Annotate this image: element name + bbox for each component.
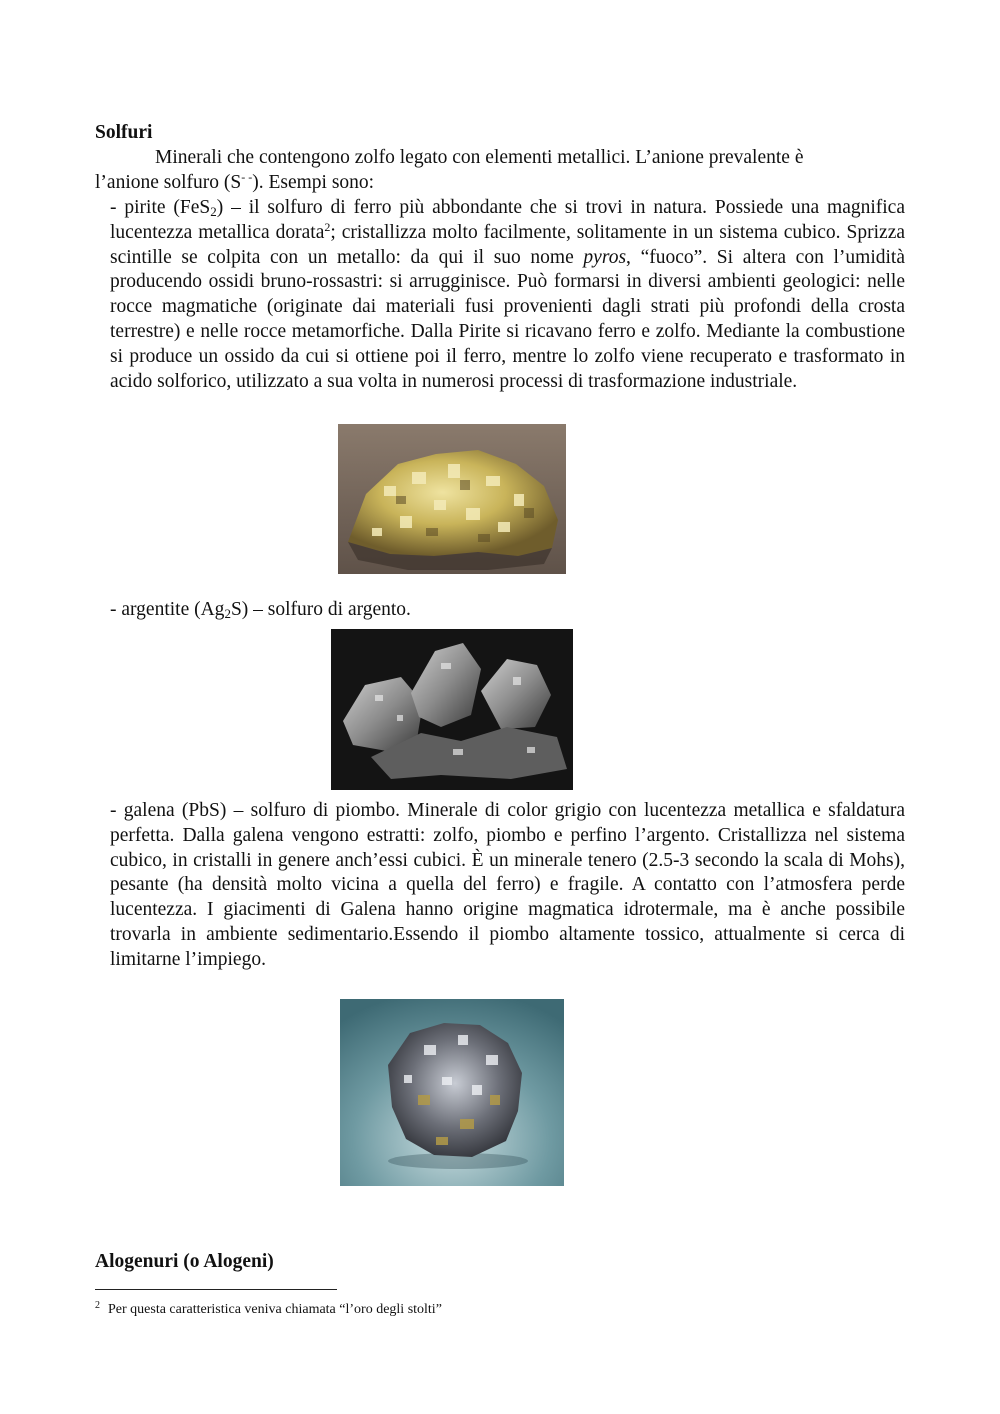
pyrite-subscript: 2	[210, 204, 217, 219]
footnote-mark: 2	[95, 1300, 100, 1311]
argentite-photo	[331, 629, 573, 790]
footnote-reference[interactable]: 2	[324, 219, 331, 234]
sulfide-charge: - -	[241, 169, 253, 184]
argentite-prefix: - argentite (Ag	[110, 599, 225, 620]
pyrite-prefix: - pirite (FeS	[110, 197, 211, 218]
argentite-subscript: 2	[224, 606, 231, 621]
footnote	[95, 1297, 442, 1319]
section-title-solfuri: Solfuri	[95, 122, 153, 143]
argentite-line	[110, 598, 905, 623]
intro-paragraph	[95, 146, 905, 196]
section-title-alogenuri: Alogenuri (o Alogeni)	[95, 1251, 274, 1272]
argentite-image	[331, 629, 573, 790]
pyrite-text-3: , “fuoco”. Si altera con l’umidità producendo ossidi bruno-rossastri: si arrugginisce. Può formarsi in diversi ambienti geologici: nelle rocce magmatiche (originate dai materiali fusi provenienti dagli strati più profondi della crosta terrestre) e nelle rocce metamorfiche. Dalla Pirite si ricavano ferro e zolfo. Mediante la combustione si produce un ossido da cui si ottiene poi il ferro, mentre lo zolfo viene recuperato e trasformato in acido solforico, utilizzato a sua volta in numerosi processi di trasformazione industriale.	[110, 246, 905, 392]
pyrite-photo	[338, 424, 566, 574]
galena-photo	[340, 999, 564, 1186]
pyrite-text-2: ; cristallizza molto facilmente, solitamente in un sistema cubico. Sprizza scintille se colpita con un metallo: da qui il suo nome	[110, 221, 905, 268]
intro-line-1: Minerali che contengono zolfo legato con elementi metallici. L’anione prevalente è	[155, 147, 804, 168]
intro-line-2	[95, 171, 905, 196]
pyrite-text-1: ) – il solfuro di ferro più abbondante che si trovi in natura. Possiede una magnifica lucentezza metallica dorata	[110, 197, 905, 243]
footnote-separator	[95, 1289, 337, 1290]
pyros-italic: pyros	[583, 246, 627, 268]
galena-image	[340, 999, 564, 1186]
pyrite-paragraph	[110, 196, 905, 394]
intro-line-2-end: ). Esempi sono:	[252, 171, 375, 193]
intro-line-2-start: l’anione solfuro (S	[95, 171, 242, 193]
footnote-text: Per questa caratteristica veniva chiamata “l’oro degli stolti”	[108, 1302, 442, 1317]
argentite-suffix: S) – solfuro di argento.	[230, 599, 411, 620]
galena-paragraph: - galena (PbS) – solfuro di piombo. Minerale di color grigio con lucentezza metallica e sfaldatura perfetta. Dalla galena vengono estratti: zolfo, piombo e perfino l’argento. Cristallizza nel sistema cubico, in cristalli in genere anch’essi cubici. È un minerale tenero (2.5-3 secondo la scala di Mohs), pesante (ha densità molto vicina a quella del ferro) e fragile. A contatto con l’atmosfera perde lucentezza. I giacimenti di Galena hanno origine magmatica idrotermale, ma è anche possibile trovarla in ambiente sedimentario.Essendo il piombo altamente tossico, attualmente si cerca di limitarne l’impiego.	[110, 800, 905, 970]
pyrite-image	[338, 424, 566, 574]
